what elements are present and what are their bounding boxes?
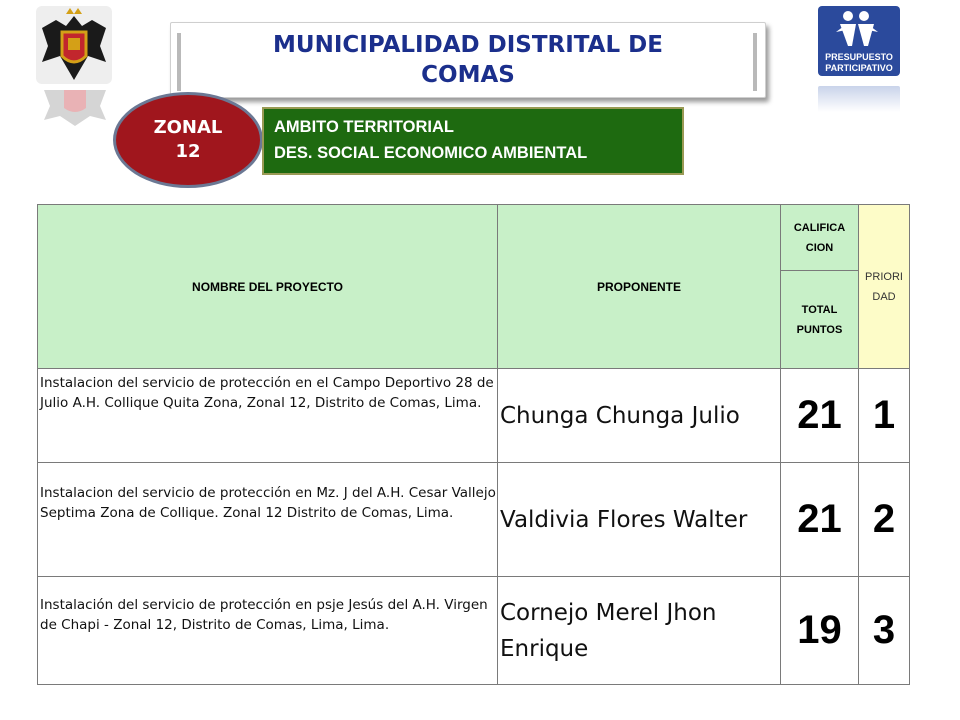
zonal-number: 12 [175,141,201,162]
total-points: 21 [781,369,859,463]
project-name: Instalacion del servicio de protección en el Campo Deportivo 28 de Julio A.H. Collique Quita Zona, Zonal 12, Distrito de Comas, Lima. [38,369,498,463]
header-proponent: PROPONENTE [498,205,781,369]
total-points: 21 [781,463,859,577]
ambito-box [262,107,684,175]
total-points: 19 [781,577,859,685]
header-total-points: TOTAL PUNTOS [781,271,859,369]
lima-coat-of-arms-logo [36,6,112,84]
project-name: Instalación del servicio de protección en psje Jesús del A.H. Virgen de Chapi - Zonal 12, Distrito de Comas, Lima, Lima. [38,577,498,685]
table-row [38,369,910,463]
header-priority: PRIORI DAD [859,205,910,369]
presupuesto-logo-reflection [818,86,900,112]
project-name: Instalacion del servicio de protección en Mz. J del A.H. Cesar Vallejo Septima Zona de Collique. Zonal 12 Distrito de Comas, Lima. [38,463,498,577]
projects-table [37,204,910,685]
zonal-label: ZONAL [153,117,223,138]
ambito-title: AMBITO TERRITORIAL [274,118,454,136]
participation-people-icon [818,6,900,76]
ambito-subtitle: DES. SOCIAL ECONOMICO AMBIENTAL [274,144,588,162]
logo-text-presupuesto: PRESUPUESTO [825,52,893,62]
header-project: NOMBRE DEL PROYECTO [38,205,498,369]
table-row [38,463,910,577]
presupuesto-participativo-logo [818,6,900,76]
coat-of-arms-icon [36,6,112,84]
priority-value: 2 [859,463,910,577]
proponent-name: Valdivia Flores Walter [498,463,781,577]
table-row [38,577,910,685]
logo-text-participativo: PARTICIPATIVO [825,63,893,73]
zonal-badge [113,92,263,188]
priority-value: 1 [859,369,910,463]
page-title: MUNICIPALIDAD DISTRITAL DE COMAS [273,32,663,88]
priority-value: 3 [859,577,910,685]
header-score-group: CALIFICA CION [781,205,859,271]
proponent-name: Cornejo Merel Jhon Enrique [498,577,781,685]
proponent-name: Chunga Chunga Julio [498,369,781,463]
title-banner [170,22,766,98]
coat-of-arms-reflection [40,90,110,126]
